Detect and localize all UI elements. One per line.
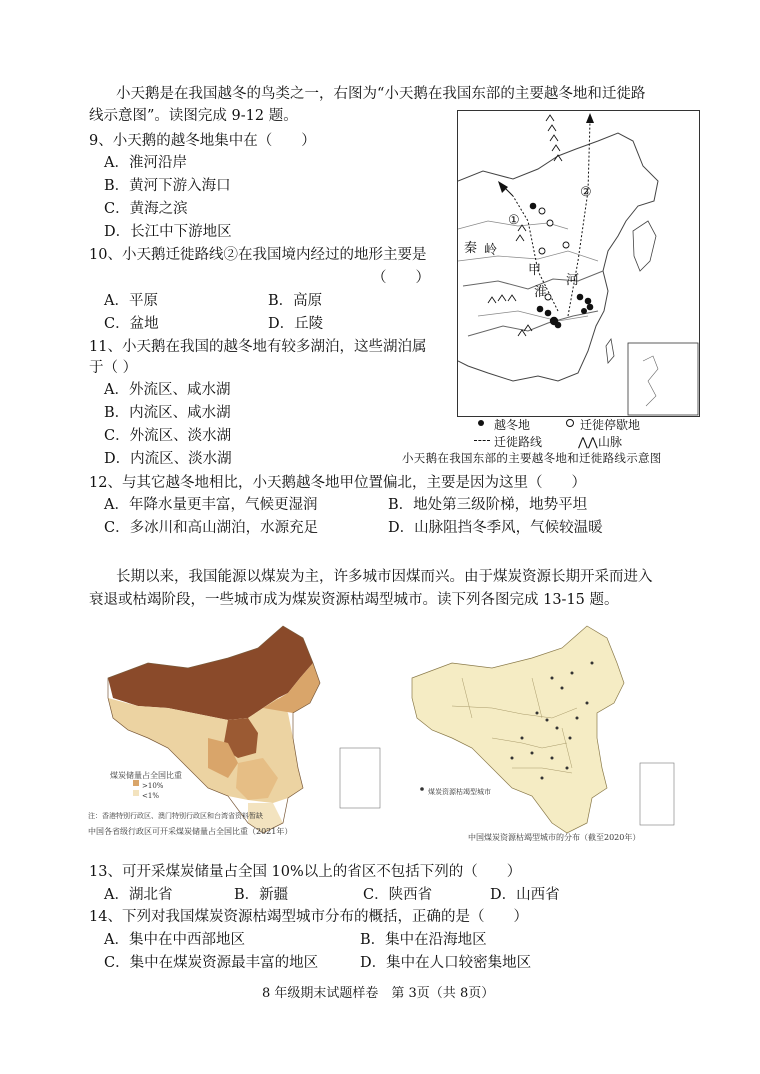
q12-option-b[interactable]: B．地处第三级阶梯，地势平坦	[388, 497, 588, 513]
q10-paren: （ ）	[372, 270, 430, 286]
q12-option-c[interactable]: C．多冰川和高山湖泊，水源充足	[104, 520, 319, 536]
q10-stem: 10、小天鹅迁徙路线②在我国境内经过的地形主要是	[89, 247, 427, 263]
swan-migration-map	[457, 110, 700, 417]
coal-reserves-map	[88, 618, 388, 846]
q10-option-a[interactable]: A．平原	[104, 293, 158, 309]
q14-option-b[interactable]: B．集中在沿海地区	[360, 932, 487, 948]
q9-option-b[interactable]: B．黄河下游入海口	[104, 178, 231, 194]
map2-caption: 中国各省级行政区可开采煤炭储量占全国比重（2021年）	[88, 827, 293, 836]
q11-option-c[interactable]: C．外流区、淡水湖	[104, 428, 232, 444]
map1-label-ling: 岭	[484, 243, 498, 258]
map1-label-he: 河	[566, 273, 580, 288]
intro2-line1: 长期以来，我国能源以煤炭为主，许多城市因煤而兴。由于煤炭资源长期开采而进入	[116, 569, 653, 585]
legend-winter-dot-icon	[478, 420, 484, 426]
intro1-line1: 小天鹅是在我国越冬的鸟类之一，右图为“小天鹅在我国东部的主要越冬地和迁徙路	[116, 86, 646, 102]
legend-stop-label: 迁徙停歇地	[580, 418, 641, 432]
q10-option-d[interactable]: D．丘陵	[268, 316, 324, 332]
q14-stem: 14、下列对我国煤炭资源枯竭型城市分布的概括，正确的是（ ）	[89, 909, 528, 925]
q13-option-b[interactable]: B．新疆	[234, 887, 289, 903]
map1-label-huai: 淮	[534, 285, 548, 300]
intro2-line2: 衰退或枯竭阶段，一些城市成为煤炭资源枯竭型城市。读下列各图完成 13-15 题。	[89, 592, 619, 608]
coal-depleted-cities-map-graphic	[402, 618, 680, 846]
q14-option-a[interactable]: A．集中在中西部地区	[104, 932, 245, 948]
q11-stem-line2: 于（ ）	[89, 360, 138, 376]
map2-legend-title: 煤炭储量占全国比重	[110, 771, 182, 780]
legend-route-label: 迁徙路线	[494, 435, 543, 449]
q12-stem: 12、与其它越冬地相比，小天鹅越冬地甲位置偏北，主要是因为这里（ ）	[89, 475, 586, 491]
legend-winter-label: 越冬地	[494, 418, 531, 432]
page-footer: 8 年级期末试题样卷 第 3页（共 8页）	[262, 986, 495, 1001]
q14-option-c[interactable]: C．集中在煤炭资源最丰富的地区	[104, 955, 319, 971]
map3-caption: 中国煤炭资源枯竭型城市的分布（截至2020年）	[468, 833, 641, 842]
map1-label-route1: ①	[508, 213, 520, 228]
legend-route-arrow-icon	[474, 440, 490, 441]
map1-label-qin: 秦	[464, 241, 478, 256]
map2-legend-low: <1%	[142, 792, 159, 800]
map2-legend-high: >10%	[142, 782, 164, 790]
q12-option-d[interactable]: D．山脉阻挡冬季风，气候较温暖	[388, 520, 603, 536]
q11-option-a[interactable]: A．外流区、咸水湖	[104, 382, 231, 398]
q14-option-d[interactable]: D．集中在人口较密集地区	[360, 955, 532, 971]
map1-caption: 小天鹅在我国东部的主要越冬地和迁徙路线示意图	[402, 451, 662, 465]
intro1-line2: 线示意图”。读图完成 9-12 题。	[89, 108, 298, 124]
q9-option-d[interactable]: D．长江中下游地区	[104, 224, 232, 240]
map1-label-jia: 甲	[528, 263, 542, 278]
q9-option-c[interactable]: C．黄海之滨	[104, 201, 188, 217]
legend-mountain-icon: ⋀⋀	[578, 435, 598, 449]
q13-option-d[interactable]: D．山西省	[490, 887, 560, 903]
q11-stem-line1: 11、小天鹅在我国的越冬地有较多湖泊，这些湖泊属	[89, 339, 427, 355]
coal-depleted-cities-map	[402, 618, 680, 846]
q10-option-c[interactable]: C．盆地	[104, 316, 159, 332]
legend-mountain-label: 山脉	[598, 435, 623, 449]
map1-label-route2: ②	[580, 185, 592, 200]
q13-stem: 13、可开采煤炭储量占全国 10%以上的省区不包括下列的（ ）	[89, 864, 522, 880]
q9-option-a[interactable]: A．淮河沿岸	[104, 155, 187, 171]
legend-stop-circle-icon	[566, 419, 574, 427]
map3-legend: 煤炭资源枯竭型城市	[428, 788, 491, 796]
map2-note: 注：香港特别行政区、澳门特别行政区和台湾省资料暂缺	[88, 812, 263, 820]
q11-option-d[interactable]: D．内流区、淡水湖	[104, 451, 232, 467]
q9-stem: 9、小天鹅的越冬地集中在（ ）	[89, 133, 316, 149]
q13-option-c[interactable]: C．陕西省	[363, 887, 433, 903]
q13-option-a[interactable]: A．湖北省	[104, 887, 173, 903]
q12-option-a[interactable]: A．年降水量更丰富，气候更湿润	[104, 497, 318, 513]
swan-map-graphic	[458, 111, 699, 416]
q11-option-b[interactable]: B．内流区、咸水湖	[104, 405, 231, 421]
q10-option-b[interactable]: B．高原	[268, 293, 323, 309]
